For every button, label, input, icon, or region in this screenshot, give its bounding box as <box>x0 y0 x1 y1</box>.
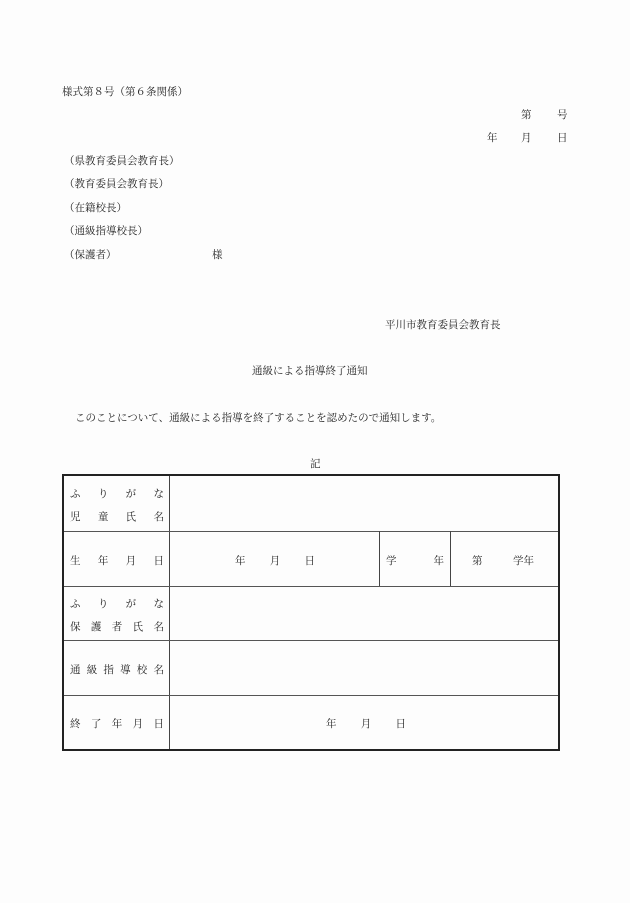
birthdate-label: 生 年 月 日 <box>70 555 164 567</box>
details-table <box>62 474 560 751</box>
school-name-field[interactable] <box>170 641 558 695</box>
guardian-name-field[interactable] <box>170 587 558 640</box>
doc-number-dai: 第 <box>521 109 532 121</box>
recipient-prefectural-superintendent: （県教育委員会教育長） <box>64 155 180 167</box>
birthdate-field[interactable]: 年 月 日 <box>235 555 315 567</box>
form-number: 様式第８号（第６条関係） <box>62 86 188 98</box>
end-date-field[interactable]: 年 月 日 <box>326 718 406 730</box>
guardian-furigana-label: ふ り が な <box>70 598 164 610</box>
recipient-guardian: （保護者） <box>64 249 117 261</box>
date-day: 日 <box>557 132 568 144</box>
grade-divider <box>379 531 380 586</box>
body-text: このことについて、通級による指導を終了することを認めたので通知します。 <box>75 412 442 424</box>
recipient-superintendent: （教育委員会教育長） <box>64 178 169 190</box>
grade-value-divider <box>450 531 451 586</box>
guardian-name-label: 保 護 者 氏 名 <box>70 621 164 633</box>
recipient-tsukyu-principal: （通級指導校長） <box>64 225 148 237</box>
recipient-enrolled-principal: （在籍校長） <box>64 202 127 214</box>
ki-label: 記 <box>310 458 321 470</box>
sender: 平川市教育委員会教育長 <box>385 319 501 331</box>
document-title: 通級による指導終了通知 <box>252 365 368 377</box>
row-divider <box>64 531 558 532</box>
grade-label: 学 年 <box>386 555 444 567</box>
grade-field[interactable]: 第 学年 <box>472 555 534 567</box>
end-date-label: 終 了 年 月 日 <box>70 718 164 730</box>
row-divider <box>64 695 558 696</box>
date-month: 月 <box>521 132 532 144</box>
child-name-field[interactable] <box>170 476 558 531</box>
honorific: 様 <box>212 249 223 261</box>
child-name-label: 児 童 氏 名 <box>70 511 164 523</box>
date-year: 年 <box>487 132 498 144</box>
child-furigana-label: ふ り が な <box>70 488 164 500</box>
school-name-label: 通 級 指 導 校 名 <box>70 664 164 676</box>
doc-number-go: 号 <box>557 109 568 121</box>
